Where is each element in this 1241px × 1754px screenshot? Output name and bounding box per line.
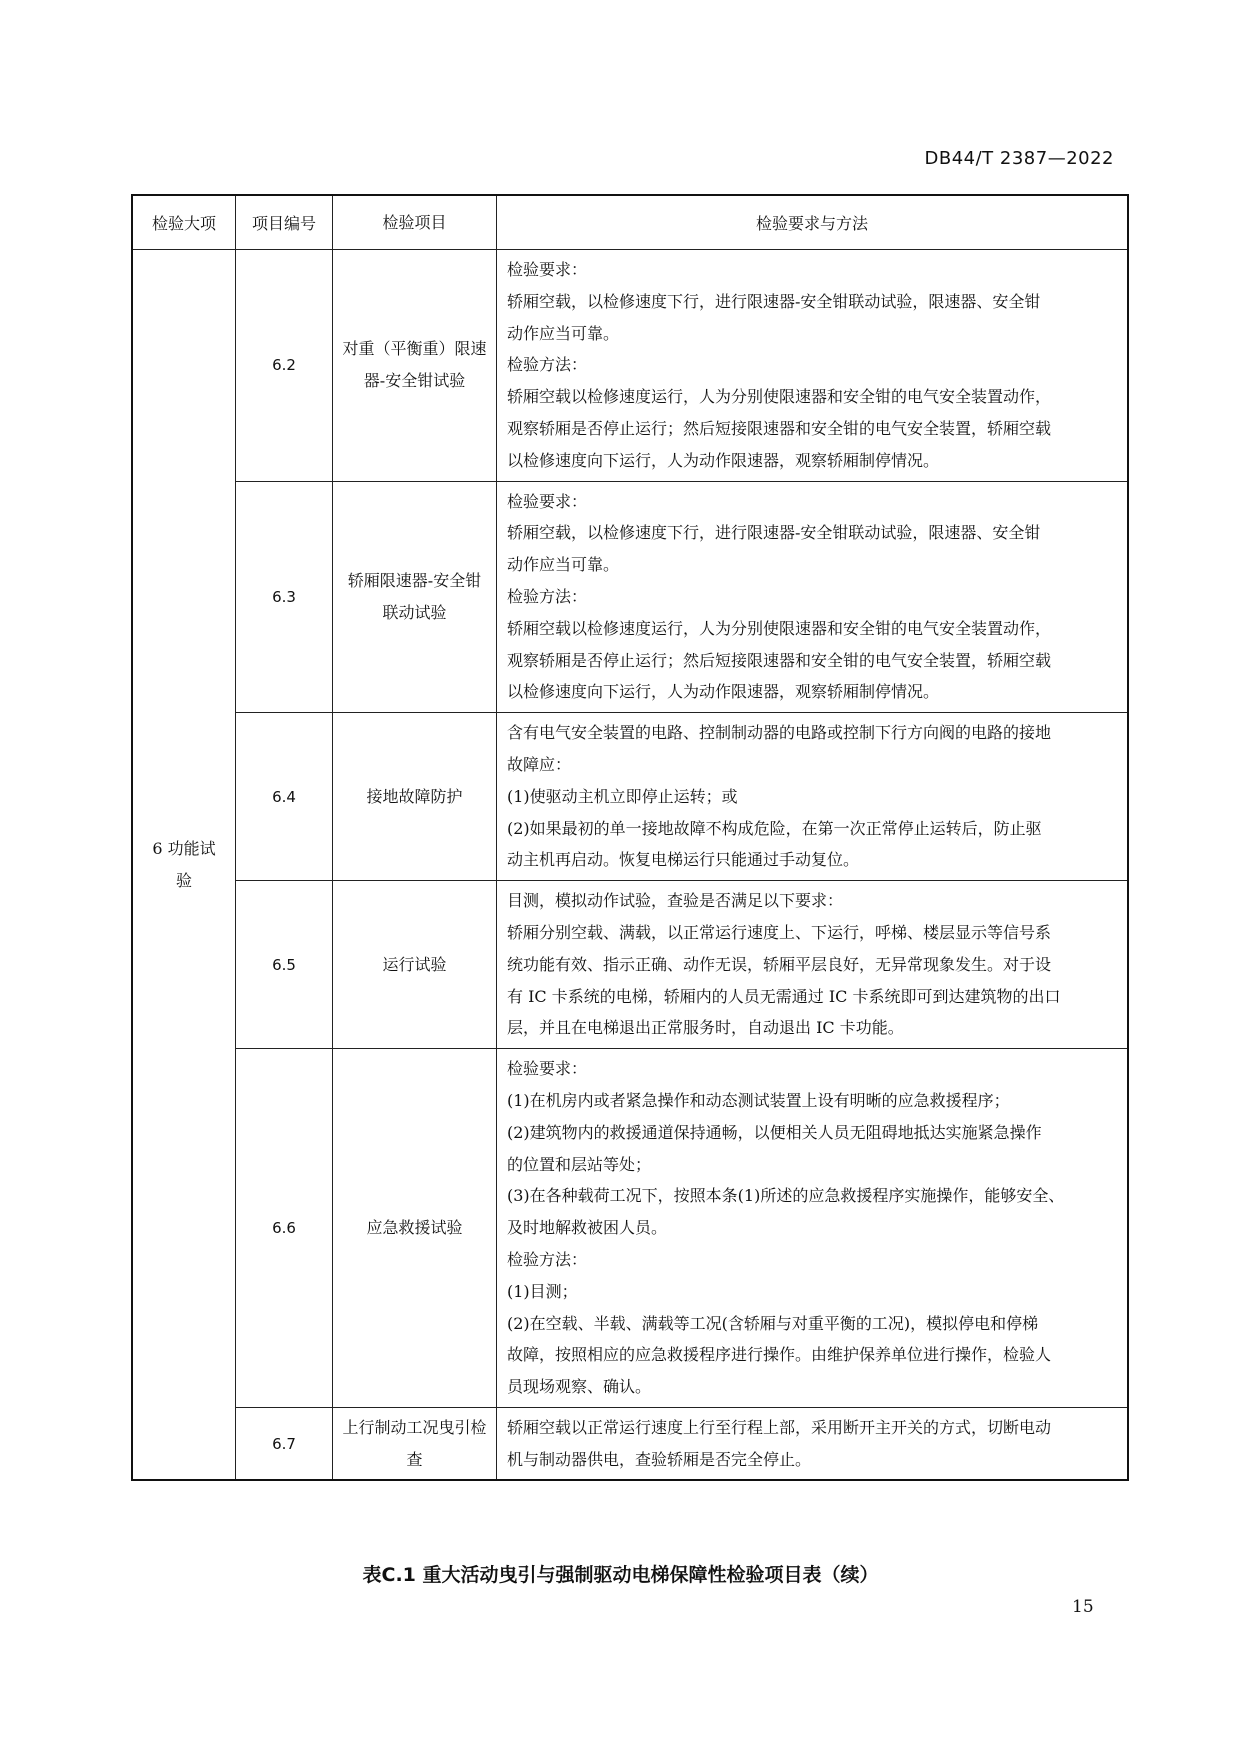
requirement-line: (1)目测；: [507, 1281, 578, 1301]
item-name: 运行试验: [333, 881, 497, 1049]
item-name: 上行制动工况曳引检查: [333, 1407, 497, 1480]
requirements-cell: [497, 881, 1129, 1049]
requirement-line: 含有电气安全装置的电路、控制制动器的电路或控制下行方向阀的电路的接地: [507, 723, 1052, 743]
requirement-line: 故障应：: [507, 754, 572, 774]
header-item: 检验项目: [333, 195, 497, 250]
requirement-line: 的位置和层站等处；: [507, 1154, 652, 1174]
table-header-row: [132, 195, 1128, 250]
item-name: 应急救援试验: [333, 1049, 497, 1408]
category-cell: [132, 250, 236, 1481]
requirement-line: (1)使驱动主机立即停止运转；或: [507, 786, 738, 806]
requirement-line: 轿厢空载，以检修速度下行，进行限速器-安全钳联动试验，限速器、安全钳: [507, 291, 1041, 311]
requirement-line: 动作应当可靠。: [507, 323, 620, 343]
item-name: 轿厢限速器-安全钳联动试验: [333, 481, 497, 713]
requirement-line: (2)建筑物内的救援通道保持通畅，以便相关人员无阻碍地抵达实施紧急操作: [507, 1122, 1042, 1142]
requirement-line: 故障，按照相应的应急救援程序进行操作。由维护保养单位进行操作，检验人: [507, 1345, 1052, 1365]
requirements-cell: [497, 1407, 1129, 1480]
requirements-cell: [497, 481, 1129, 713]
requirement-line: 检验要求：: [507, 491, 588, 511]
item-name: 对重（平衡重）限速器-安全钳试验: [333, 250, 497, 482]
requirement-line: 轿厢空载以正常运行速度上行至行程上部，采用断开主开关的方式，切断电动: [507, 1417, 1052, 1437]
requirement-line: 以检修速度向下运行，人为动作限速器，观察轿厢制停情况。: [507, 450, 940, 470]
requirement-line: 检验方法：: [507, 586, 588, 606]
requirement-line: 轿厢空载以检修速度运行，人为分别使限速器和安全钳的电气安全装置动作，: [507, 618, 1052, 638]
requirement-line: 目测，模拟动作试验，查验是否满足以下要求：: [507, 891, 844, 911]
document-code: DB44/T 2387—2022: [924, 148, 1114, 169]
requirement-line: 检验要求：: [507, 1059, 588, 1079]
requirement-line: 及时地解救被困人员。: [507, 1218, 668, 1238]
header-requirements: 检验要求与方法: [497, 195, 1129, 250]
item-name: 接地故障防护: [333, 713, 497, 881]
item-number: 6.4: [236, 713, 333, 881]
item-number: 6.3: [236, 481, 333, 713]
requirements-cell: [497, 250, 1129, 482]
requirement-line: (1)在机房内或者紧急操作和动态测试装置上设有明晰的应急救援程序；: [507, 1090, 1010, 1110]
inspection-table: [131, 194, 1129, 1481]
requirement-line: (3)在各种载荷工况下，按照本条(1)所述的应急救援程序实施操作，能够安全、: [507, 1186, 1065, 1206]
requirement-line: 检验要求：: [507, 260, 588, 279]
table-row: [132, 481, 1128, 713]
requirement-line: 轿厢空载，以检修速度下行，进行限速器-安全钳联动试验，限速器、安全钳: [507, 523, 1041, 543]
header-category: 检验大项: [132, 195, 236, 250]
requirement-line: 观察轿厢是否停止运行；然后短接限速器和安全钳的电气安全装置，轿厢空载: [507, 418, 1052, 438]
requirements-cell: [497, 1049, 1129, 1408]
requirement-line: 轿厢空载以检修速度运行，人为分别使限速器和安全钳的电气安全装置动作，: [507, 387, 1052, 407]
requirement-line: 有 IC 卡系统的电梯，轿厢内的人员无需通过 IC 卡系统即可到达建筑物的出口: [507, 986, 1061, 1006]
requirement-line: (2)如果最初的单一接地故障不构成危险，在第一次正常停止运转后，防止驱: [507, 818, 1042, 838]
item-number: 6.6: [236, 1049, 333, 1408]
page-number: 15: [1072, 1597, 1094, 1617]
table-row: [132, 1407, 1128, 1480]
requirement-line: 以检修速度向下运行，人为动作限速器，观察轿厢制停情况。: [507, 682, 940, 702]
requirements-cell: [497, 713, 1129, 881]
item-number: 6.5: [236, 881, 333, 1049]
requirement-line: 轿厢分别空载、满载，以正常运行速度上、下运行，呼梯、楼层显示等信号系: [507, 922, 1052, 942]
requirement-line: 统功能有效、指示正确、动作无误，轿厢平层良好，无异常现象发生。对于设: [507, 954, 1052, 974]
requirement-line: 层，并且在电梯退出正常服务时，自动退出 IC 卡功能。: [507, 1018, 904, 1038]
header-number: 项目编号: [236, 195, 333, 250]
item-number: 6.7: [236, 1407, 333, 1480]
requirement-line: 观察轿厢是否停止运行；然后短接限速器和安全钳的电气安全装置，轿厢空载: [507, 650, 1052, 670]
table-row: [132, 713, 1128, 881]
requirement-line: 动主机再启动。恢复电梯运行只能通过手动复位。: [507, 850, 860, 870]
table-row: [132, 1049, 1128, 1408]
requirement-line: 动作应当可靠。: [507, 555, 620, 575]
table-caption: 表C.1 重大活动曳引与强制驱动电梯保障性检验项目表（续）: [362, 1564, 879, 1586]
requirement-line: 检验方法：: [507, 1249, 588, 1269]
requirement-line: 机与制动器供电，查验轿厢是否完全停止。: [507, 1449, 812, 1469]
requirement-line: (2)在空载、半载、满载等工况(含轿厢与对重平衡的工况)，模拟停电和停梯: [507, 1313, 1039, 1333]
requirement-line: 检验方法：: [507, 355, 588, 375]
requirement-line: 员现场观察、确认。: [507, 1377, 652, 1397]
category-label: 6 功能试验: [152, 838, 216, 890]
item-number: 6.2: [236, 250, 333, 482]
table-row: [132, 881, 1128, 1049]
table-row: [132, 250, 1128, 482]
